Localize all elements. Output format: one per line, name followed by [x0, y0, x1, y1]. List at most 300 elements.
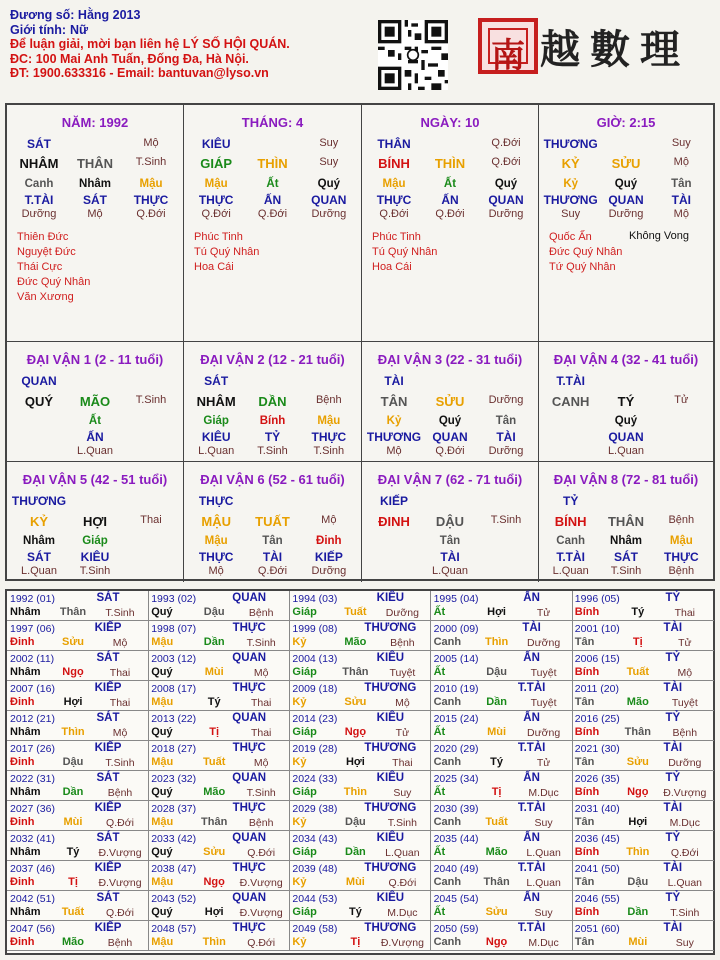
branch-stage: Suy	[319, 156, 339, 168]
year-label: 2024 (33)	[292, 773, 338, 785]
year-stage: Mộ	[677, 667, 693, 679]
dv-god-row	[188, 494, 357, 508]
year-cell	[572, 801, 714, 831]
pillar-3	[539, 105, 713, 342]
spacer	[422, 494, 478, 508]
stem-stage: Suy	[319, 137, 339, 149]
hidden-stage: Dưỡng	[488, 445, 524, 457]
branch-stage: T.Sinh	[135, 394, 167, 406]
year-label: 2035 (44)	[433, 833, 479, 845]
dai-van-title: ĐẠI VẬN 5 (42 - 51 tuổi)	[22, 472, 168, 487]
year-stem: Nhâm	[10, 726, 41, 738]
year-branch: Tuất	[344, 606, 367, 618]
dai-van-8	[539, 462, 713, 582]
hidden-gods-row	[366, 550, 534, 564]
year-cell	[7, 591, 149, 621]
branch: MÃO	[79, 394, 111, 409]
branch: SỬU	[611, 156, 641, 171]
year-god: KIÊU	[376, 892, 405, 904]
year-god: T.TÀI	[517, 802, 546, 814]
year-label: 2029 (38)	[292, 803, 338, 815]
year-stage: Đ.Vượng	[380, 937, 424, 949]
year-stem: Tân	[574, 696, 595, 708]
year-god: THỰC	[232, 742, 266, 754]
year-god: SÁT	[96, 892, 120, 904]
year-stage: Suy	[675, 937, 694, 949]
year-stage: Suy	[534, 907, 553, 919]
year-stage: Tuyệt	[530, 667, 557, 679]
year-cell	[7, 861, 149, 891]
year-branch: Hợi	[204, 906, 224, 918]
hidden-stage: Dưỡng	[311, 208, 347, 220]
hidden-stems-row	[366, 535, 534, 547]
star-item: Hoa Cái	[372, 261, 412, 273]
dai-van-title: ĐẠI VẬN 4 (32 - 41 tuổi)	[553, 352, 699, 367]
year-cell	[7, 771, 149, 801]
hidden-god	[654, 430, 709, 444]
hidden-stem	[123, 535, 179, 547]
year-cell	[572, 891, 714, 921]
star-item: Nguyệt Đức	[17, 246, 76, 258]
dai-van-title: ĐẠI VẬN 7 (62 - 71 tuổi)	[377, 472, 523, 487]
year-stem: Giáp	[292, 906, 317, 918]
year-stem: Kỷ	[292, 876, 307, 888]
dai-van-title: ĐẠI VẬN 2 (12 - 21 tuổi)	[200, 352, 345, 367]
spacer	[654, 494, 709, 508]
year-label: 2004 (13)	[292, 653, 338, 665]
stem-god: THỰC	[198, 494, 234, 508]
hidden-stage: L.Quan	[607, 445, 645, 457]
year-branch: Dậu	[203, 606, 225, 618]
pillar-title: NĂM: 1992	[61, 115, 129, 130]
stem: CANH	[551, 394, 590, 409]
year-label: 2033 (42)	[151, 833, 197, 845]
year-god: ẤN	[523, 892, 540, 904]
hidden-stages-row	[543, 208, 709, 220]
year-cell	[7, 831, 149, 861]
hidden-stages-row	[188, 445, 357, 457]
hidden-stage: Mộ	[87, 208, 103, 220]
dv-stem-branch-row	[366, 394, 534, 409]
hidden-stem: Giáp	[82, 535, 108, 547]
spacer	[123, 494, 179, 508]
year-stem: Canh	[433, 816, 462, 828]
year-label: 2039 (48)	[292, 863, 338, 875]
year-god: KIẾP	[94, 622, 122, 634]
hidden-stems-row	[543, 535, 709, 547]
hidden-stage: Q.Đới	[201, 208, 231, 220]
year-stem: Giáp	[292, 606, 317, 618]
pillar-god-row	[188, 137, 357, 151]
year-cell	[572, 771, 714, 801]
year-stem: Tân	[574, 936, 595, 948]
branch: THÂN	[76, 156, 114, 171]
stem-stage: Suy	[671, 137, 691, 149]
spacer	[422, 374, 478, 388]
hidden-stem: Giáp	[203, 415, 229, 427]
year-god: SÁT	[96, 652, 120, 664]
hidden-stage: Dưỡng	[21, 208, 57, 220]
year-cell	[7, 711, 149, 741]
hidden-god: SÁT	[83, 193, 107, 207]
hidden-stem: Đinh	[316, 535, 342, 547]
year-stem: Đinh	[10, 876, 35, 888]
year-branch: Hợi	[345, 756, 365, 768]
year-god: TỶ	[665, 712, 681, 724]
year-label: 2041 (50)	[574, 863, 620, 875]
hidden-god: T.TÀI	[24, 193, 54, 207]
hidden-stage: Dưỡng	[488, 208, 524, 220]
year-stage: Mộ	[112, 637, 128, 649]
star-item: Thiên Đức	[17, 231, 69, 243]
hidden-stage: L.Quan	[431, 565, 469, 577]
year-stage: T.Sinh	[105, 607, 135, 619]
branch: DẬU	[435, 514, 465, 529]
hidden-stem: Mậu	[204, 535, 228, 547]
year-stage: M.Dục	[528, 787, 559, 799]
stem: NHÂM	[196, 394, 236, 409]
stem: BÍNH	[554, 514, 587, 529]
year-cell	[572, 741, 714, 771]
hidden-god: SÁT	[613, 550, 638, 564]
year-branch: Tý	[490, 756, 504, 768]
year-god: KIÊU	[376, 832, 405, 844]
year-stage: Q.Đới	[670, 847, 699, 859]
year-branch: Ngọ	[627, 786, 649, 798]
hidden-gods-row	[11, 550, 179, 564]
year-god: TỶ	[665, 892, 681, 904]
star-item: Tứ Quý Nhân	[549, 261, 616, 273]
hidden-god: TÀI	[262, 550, 283, 564]
hidden-stem	[11, 415, 67, 427]
dv-god-row	[188, 374, 357, 388]
spacer	[478, 494, 534, 508]
branch: DẦN	[258, 394, 287, 409]
year-cell	[289, 861, 431, 891]
year-god: TÀI	[522, 622, 541, 634]
hidden-god: ẤN	[86, 430, 104, 444]
year-branch: Thân	[342, 666, 369, 678]
year-label: 2018 (27)	[151, 743, 197, 755]
year-cell	[572, 681, 714, 711]
hidden-god: QUAN	[608, 193, 644, 207]
stem: NHÂM	[19, 156, 59, 171]
branch-stage: Q.Đới	[491, 156, 521, 168]
hidden-god: TÀI	[671, 193, 691, 207]
branch: THÂN	[607, 514, 645, 529]
year-god: TỶ	[665, 772, 681, 784]
year-cell	[289, 651, 431, 681]
year-stage: Đ.Vượng	[98, 847, 142, 859]
hidden-god: ẤN	[441, 193, 459, 207]
year-branch: Ngọ	[344, 726, 367, 738]
extra-star: Không Vong	[629, 230, 689, 242]
stem: KỶ	[29, 514, 49, 529]
dai-van-7	[362, 462, 539, 582]
year-god: TÀI	[663, 622, 683, 634]
branch-stage: Tử	[674, 394, 689, 406]
year-cell	[572, 861, 714, 891]
year-label: 2020 (29)	[433, 743, 479, 755]
year-branch: Thìn	[626, 846, 650, 858]
year-label: 2026 (35)	[574, 773, 620, 785]
hidden-stages-row	[543, 445, 709, 457]
year-branch: Ngọ	[203, 876, 225, 888]
pillar-god-row	[543, 137, 709, 151]
year-branch: Ngọ	[485, 936, 508, 948]
year-stem: Canh	[433, 756, 462, 768]
pillar-god-row	[11, 137, 179, 151]
hidden-gods-row	[188, 430, 357, 444]
year-stem: Quý	[151, 906, 173, 918]
year-cell	[289, 801, 431, 831]
hidden-stem	[478, 535, 534, 547]
year-stem: Mậu	[151, 696, 174, 708]
year-stage: T.Sinh	[246, 637, 276, 649]
year-stem: Mậu	[151, 636, 174, 648]
year-cell	[148, 771, 290, 801]
star-list	[17, 230, 177, 305]
year-stage: L.Quan	[385, 847, 420, 859]
year-branch: Sửu	[61, 636, 85, 648]
year-god: T.TÀI	[517, 862, 546, 874]
year-stage: Q.Đới	[388, 877, 417, 889]
hidden-god: KIÊU	[80, 550, 110, 564]
year-stem: Mậu	[151, 936, 174, 948]
year-cell	[289, 591, 431, 621]
year-stage: Thai	[250, 727, 272, 739]
branch: SỬU	[435, 394, 465, 409]
year-god: THƯƠNG	[364, 622, 417, 634]
year-god: THƯƠNG	[364, 682, 417, 694]
year-stage: Bệnh	[107, 787, 133, 799]
year-stage: Bệnh	[248, 817, 274, 829]
year-god: KIẾP	[94, 682, 122, 694]
year-stem: Giáp	[292, 846, 317, 858]
year-label: 1993 (02)	[151, 593, 197, 605]
dv-god-row	[11, 374, 179, 388]
hidden-stem: Quý	[614, 415, 638, 427]
hidden-god: THƯƠNG	[543, 193, 598, 207]
dai-van-title: ĐẠI VẬN 1 (2 - 11 tuổi)	[26, 352, 164, 367]
branch: TÝ	[617, 394, 635, 409]
year-label: 2044 (53)	[292, 893, 338, 905]
hidden-stems-row	[188, 415, 357, 427]
year-stem: Đinh	[10, 756, 35, 768]
year-cell	[572, 651, 714, 681]
year-god: THƯƠNG	[364, 922, 417, 934]
year-god: SÁT	[96, 712, 120, 724]
year-stage: T.Sinh	[105, 757, 135, 769]
hidden-stage: Bệnh	[668, 565, 695, 577]
year-label: 2006 (15)	[574, 653, 620, 665]
year-stage: L.Quan	[526, 877, 561, 889]
year-branch: Tý	[207, 696, 221, 708]
hidden-god: QUAN	[432, 430, 468, 444]
spacer	[67, 494, 123, 508]
year-cell	[572, 591, 714, 621]
hidden-stem: Quý	[614, 178, 638, 190]
dai-van-5	[7, 462, 184, 582]
annual-luck-table	[5, 589, 715, 955]
year-label: 2017 (26)	[10, 743, 55, 755]
year-branch: Dậu	[62, 756, 84, 768]
year-stage: Dưỡng	[385, 607, 419, 619]
hidden-stems-row	[188, 535, 357, 547]
year-stem: Ất	[433, 906, 446, 918]
pillar-stem-branch-row	[366, 156, 534, 171]
year-branch: Dần	[627, 906, 649, 918]
year-stem: Nhâm	[10, 666, 41, 678]
spacer	[598, 374, 653, 388]
year-stem: Tân	[574, 816, 595, 828]
year-branch: Tý	[348, 906, 362, 918]
year-label: 2022 (31)	[10, 773, 55, 785]
hidden-stages-row	[188, 208, 357, 220]
year-cell	[148, 801, 290, 831]
stem-god: KIẾP	[379, 494, 408, 508]
hidden-god	[11, 430, 67, 444]
year-stem: Giáp	[292, 786, 317, 798]
dai-van-6	[184, 462, 362, 582]
hidden-stage: Dưỡng	[311, 565, 347, 577]
year-cell	[148, 651, 290, 681]
stem-god: T.TÀI	[556, 374, 585, 388]
star-list	[194, 230, 355, 275]
hidden-stem: Tân	[495, 415, 517, 427]
year-stem: Đinh	[10, 816, 35, 828]
year-stem: Ất	[433, 606, 446, 618]
hidden-stem: Mậu	[669, 535, 693, 547]
hidden-stems-row	[543, 415, 709, 427]
year-branch: Dậu	[345, 816, 366, 828]
year-branch: Tuất	[61, 906, 85, 918]
stem-god: THƯƠNG	[11, 494, 67, 508]
year-stage: Thai	[109, 667, 131, 679]
gender-value: Nữ	[70, 22, 89, 37]
year-stem: Nhâm	[10, 846, 41, 858]
hidden-god	[543, 430, 598, 444]
year-branch: Dần	[345, 846, 366, 858]
year-stage: Q.Đới	[106, 817, 134, 829]
year-god: KIÊU	[376, 592, 405, 604]
year-stage: Mộ	[253, 757, 269, 769]
qr-code-icon[interactable]	[378, 20, 448, 90]
year-branch: Thìn	[484, 636, 509, 648]
year-branch: Dậu	[627, 876, 649, 888]
star-item: Phúc Tinh	[372, 231, 421, 243]
year-cell	[7, 621, 149, 651]
hidden-stems-row	[11, 415, 179, 427]
hidden-stems-row	[543, 178, 709, 190]
dai-van-2	[184, 342, 362, 462]
branch: THÌN	[434, 156, 466, 171]
stem-god: KIÊU	[201, 137, 231, 151]
year-cell	[148, 891, 290, 921]
year-stage: Tuyệt	[530, 697, 557, 709]
stem-god: QUAN	[21, 374, 57, 388]
year-label: 2002 (11)	[10, 653, 55, 665]
year-cell	[7, 801, 149, 831]
owner-line: Đương số: Hằng 2013	[10, 8, 141, 22]
year-label: 2007 (16)	[10, 683, 55, 695]
year-god: QUAN	[232, 652, 267, 664]
year-god: TÀI	[663, 922, 683, 934]
year-stem: Đinh	[10, 696, 35, 708]
stem-god: THÂN	[377, 137, 411, 151]
spacer	[244, 374, 300, 388]
year-cell	[7, 651, 149, 681]
year-label: 2011 (20)	[574, 683, 619, 695]
year-stem: Kỷ	[292, 936, 307, 948]
year-branch: Tị	[491, 786, 502, 798]
year-god: QUAN	[232, 892, 267, 904]
hidden-stage: Dưỡng	[608, 208, 644, 220]
pillar-0	[7, 105, 184, 342]
year-branch: Mùi	[204, 666, 224, 678]
star-item: Thái Cực	[17, 261, 63, 273]
year-stage: Thai	[250, 697, 272, 709]
hidden-stages-row	[366, 565, 534, 577]
year-cell	[148, 591, 290, 621]
year-stem: Tân	[574, 636, 595, 648]
year-cell	[289, 681, 431, 711]
stem-stage: Q.Đới	[491, 137, 521, 149]
year-branch: Thân	[59, 606, 87, 618]
year-god: QUAN	[232, 712, 267, 724]
year-label: 2032 (41)	[10, 833, 55, 845]
hidden-god: ẤN	[263, 193, 282, 207]
year-god: THƯƠNG	[364, 802, 417, 814]
year-stem: Quý	[151, 606, 173, 618]
hidden-gods-row	[11, 430, 179, 444]
year-label: 1996 (05)	[574, 593, 620, 605]
year-cell	[572, 921, 714, 951]
year-stage: Tuyệt	[389, 667, 416, 679]
hidden-stage: Q.Đới	[435, 445, 465, 457]
year-stem: Quý	[151, 666, 173, 678]
dv-god-row	[543, 374, 709, 388]
year-branch: Mão	[203, 786, 226, 798]
year-label: 2048 (57)	[151, 923, 197, 935]
year-cell	[431, 921, 573, 951]
year-cell	[431, 771, 573, 801]
year-label: 1992 (01)	[10, 593, 55, 605]
hidden-stage: T.Sinh	[610, 565, 642, 577]
year-stem: Quý	[151, 786, 173, 798]
year-stem: Đinh	[10, 636, 35, 648]
year-branch: Dần	[486, 696, 507, 708]
contact-line: Để luận giải, mời bạn liên hệ LÝ SỐ HỘI QUÁN.	[10, 37, 290, 52]
pillar-stem-branch-row	[11, 156, 179, 171]
year-label: 2025 (34)	[433, 773, 479, 785]
year-god: KIÊU	[376, 772, 405, 784]
year-label: 2031 (40)	[574, 803, 620, 815]
year-label: 2030 (39)	[433, 803, 479, 815]
year-branch: Dần	[203, 636, 225, 648]
branch: THÌN	[257, 156, 288, 171]
header-info	[10, 8, 290, 81]
year-branch: Sửu	[203, 846, 226, 858]
year-god: ẤN	[523, 832, 540, 844]
hidden-god: THỰC	[198, 193, 234, 207]
chart-grid	[5, 103, 715, 581]
year-label: 1995 (04)	[433, 593, 479, 605]
year-stage: T.Sinh	[670, 907, 700, 919]
year-god: THỰC	[232, 922, 266, 934]
hidden-god: SÁT	[27, 550, 51, 564]
year-label: 2038 (47)	[151, 863, 197, 875]
